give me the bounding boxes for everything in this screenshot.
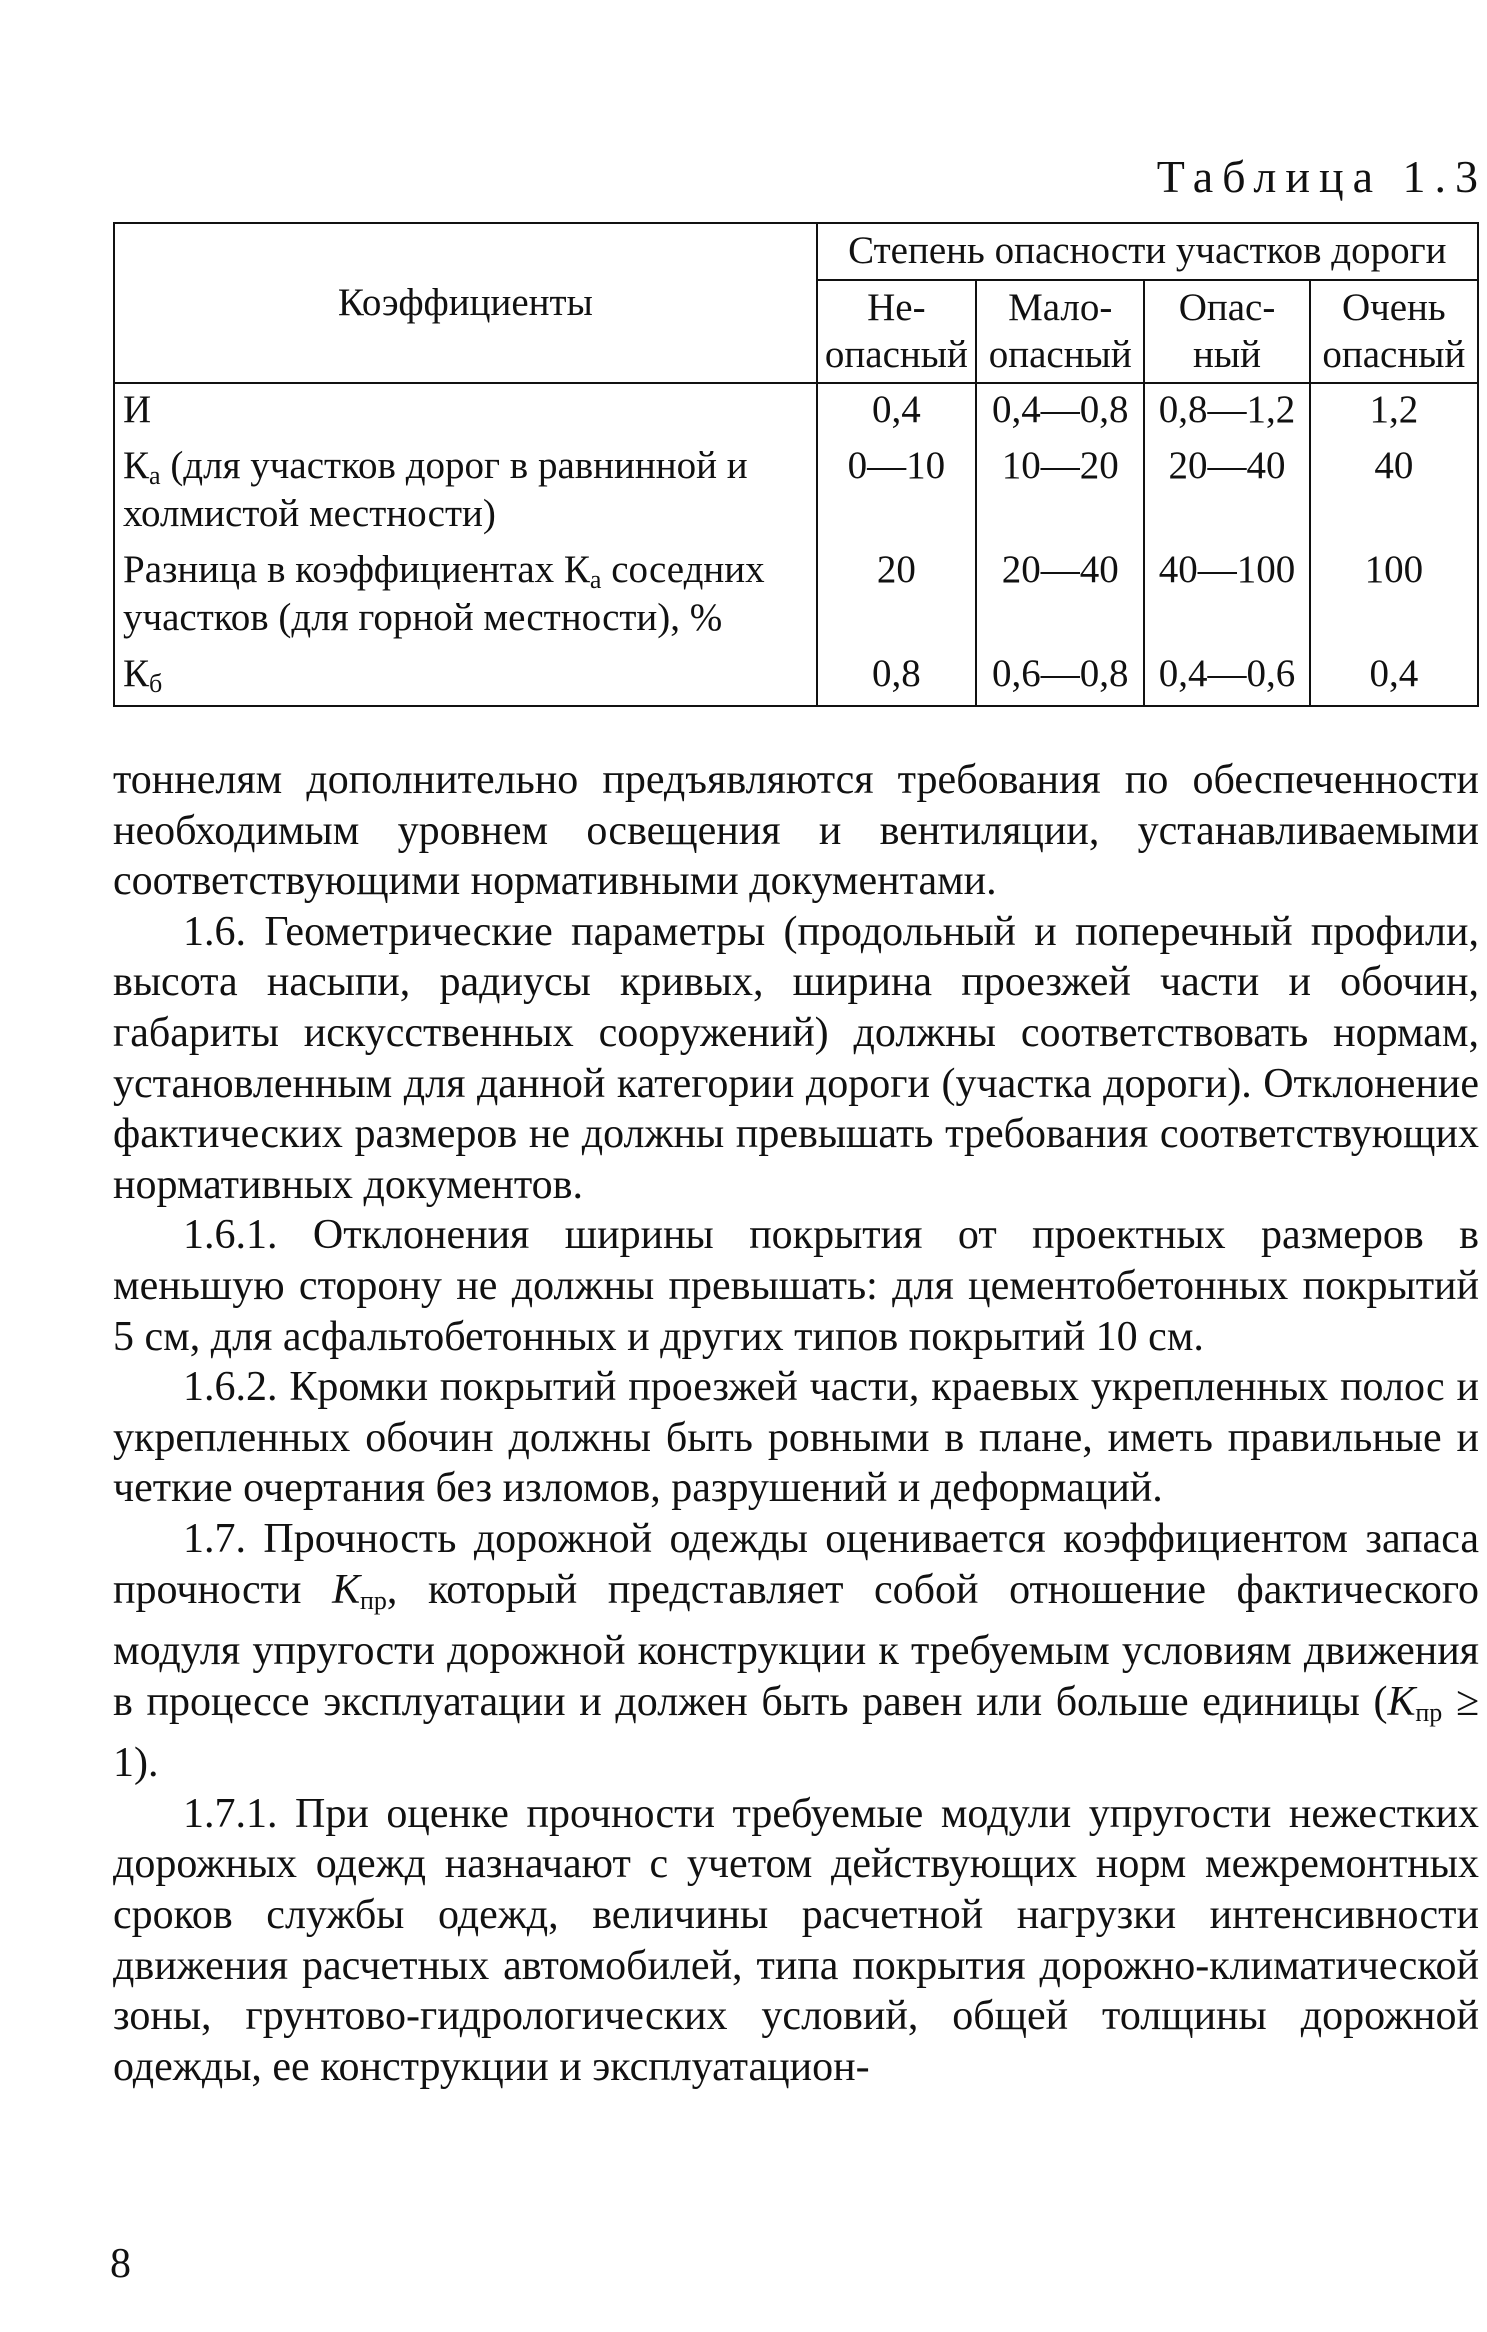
- table-cell: 20: [817, 544, 976, 648]
- coef-column-header: Коэффициенты: [114, 223, 817, 383]
- paragraph: 1.6.1. Отклонения ширины покрытия от проектных размеров в меньшую сторону не должны превышать: для цементобетонных покрытий 5 см, для асфальтобетонных и других типов покрытий 10 см.: [113, 1212, 1479, 1360]
- table-row: [114, 440, 1478, 544]
- table-cell: 10—20: [976, 440, 1144, 544]
- row-name: $К_б$: [114, 648, 817, 706]
- table-cell: 20—40: [1144, 440, 1309, 544]
- col-header-very-dangerous: Очень опасный: [1310, 280, 1478, 384]
- table-cell: 0,6—0,8: [976, 648, 1144, 706]
- table-row: [114, 544, 1478, 648]
- table-cell: 0,4—0,8: [976, 383, 1144, 440]
- page-number: 8: [110, 2241, 131, 2287]
- col-header-low-danger: Мало- опасный: [976, 280, 1144, 384]
- col-header-safe: Не- опасный: [817, 280, 976, 384]
- paragraph: тоннелям дополнительно предъявляются требования по обеспеченности необходимым уровнем освещения и вентиляции, устанавливаемыми соответствующими нормативными документами.: [113, 757, 1479, 905]
- danger-group-header: Степень опасности участков дороги: [817, 223, 1478, 280]
- table-cell: 40—100: [1144, 544, 1309, 648]
- row-name: Разница в коэффициентах $К_а$ соседних участков (для горной местности), %: [114, 544, 817, 648]
- body-text: [113, 755, 1479, 2092]
- paragraph: 1.7. Прочность дорожной одежды оценивается коэффициентом запаса прочности $К_{пр}$, который представляет собой отношение фактического модуля упругости дорожной конструкции к требуемым условиям движения в процессе эксплуатации и должен быть равен или больше единицы $(К_{пр} \ge 1)$.: [113, 1515, 1479, 1787]
- table-header-row: [114, 223, 1478, 280]
- table-cell: 0,4—0,6: [1144, 648, 1309, 706]
- table-cell: 100: [1310, 544, 1478, 648]
- coefficients-table: [113, 222, 1479, 707]
- table-cell: 0,8: [817, 648, 976, 706]
- table-cell: 0,4: [817, 383, 976, 440]
- table-row: [114, 383, 1478, 440]
- table-cell: 20—40: [976, 544, 1144, 648]
- paragraph: 1.6.2. Кромки покрытий проезжей части, краевых укрепленных полос и укрепленных обочин должны быть ровными в плане, иметь правильные и четкие очертания без изломов, разрушений и деформаций.: [113, 1364, 1479, 1512]
- col-header-dangerous: Опас- ный: [1144, 280, 1309, 384]
- table-row: [114, 648, 1478, 706]
- paragraph: 1.6. Геометрические параметры (продольный и поперечный профили, высота насыпи, радиусы кривых, ширина проезжей части и обочин, габариты искусственных сооружений) должны соответствовать нормам, установленным для данной категории дороги (участка дороги). Отклонение фактических размеров не должны превышать требования соответствующих нормативных документов.: [113, 908, 1479, 1208]
- table-cell: 0,4: [1310, 648, 1478, 706]
- table-cell: 1,2: [1310, 383, 1478, 440]
- row-name: $К_а$ (для участков дорог в равнинной и холмистой местности): [114, 440, 817, 544]
- table-cell: 0—10: [817, 440, 976, 544]
- table-cell: 0,8—1,2: [1144, 383, 1309, 440]
- table-title: Таблица 1.3: [1156, 151, 1487, 202]
- table-cell: 40: [1310, 440, 1478, 544]
- row-name: И: [114, 383, 817, 440]
- paragraph: 1.7.1. При оценке прочности требуемые модули упругости нежестких дорожных одежд назначают с учетом действующих норм межремонтных сроков службы одежд, величины расчетной нагрузки интенсивности движения расчетных автомобилей, типа покрытия дорожно-климатической зоны, грунтово-гидрологических условий, общей толщины дорожной одежды, ее конструкции и эксплуатацион-: [113, 1790, 1479, 2090]
